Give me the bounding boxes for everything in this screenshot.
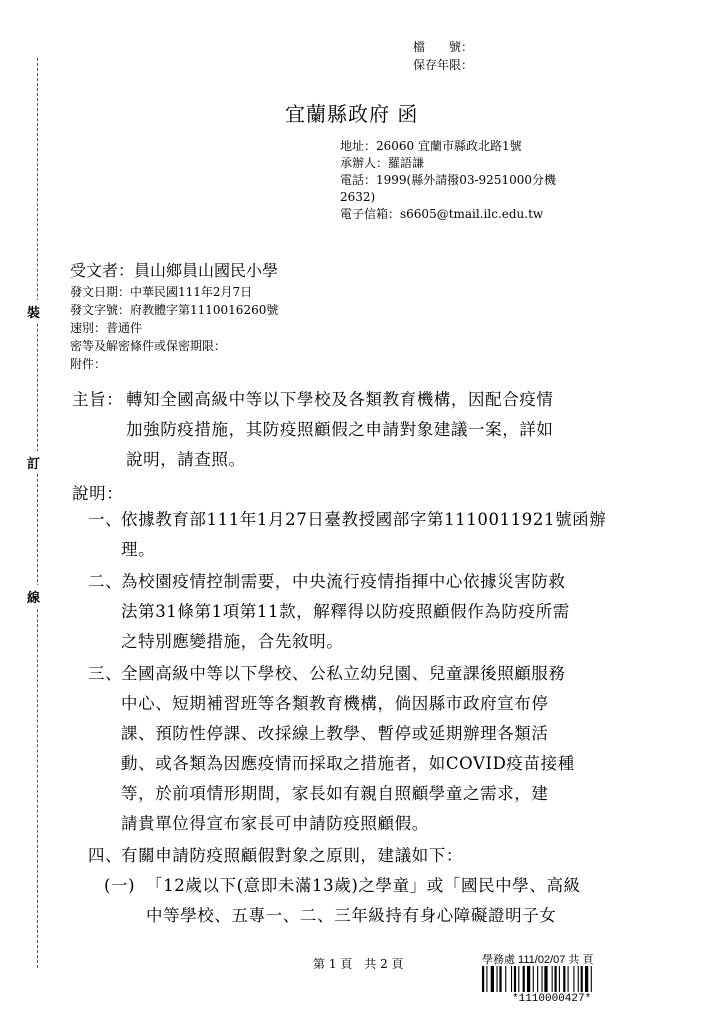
attachment-label: 附件： [70,357,107,371]
item-line: 課、預防性停課、改採線上教學、暫停或延期辦理各類活 [121,724,549,743]
item-line: 中心、短期補習班等各類教育機構，倘因縣市政府宣布停 [121,694,549,713]
item-line: 依據教育部111年1月27日臺教授國部字第1110011921號函辦 [121,510,607,529]
subject-label: 主旨： [72,390,124,409]
secrecy-level: 密等及解密條件或保密期限： [70,339,227,353]
binding-mark-ding: 訂 [27,451,40,474]
item-line: 動、或各類為因應疫情而採取之措施者，如COVID疫苗接種 [121,754,575,773]
document-number: 發文字號：府教體字第1110016260號 [70,303,279,317]
sub-item-line: 「12歲以下(意即未滿13歲)之學童」或「國民中學、高級 [146,876,581,895]
item-line: 請貴單位得宣布家長可申請防疫照顧假。 [121,814,429,833]
subject-line: 轉知全國高級中等以下學校及各類教育機構，因配合疫情 [126,390,554,409]
barcode [482,966,628,992]
retention-label: 保存年限： [413,58,474,72]
contact-handler: 承辦人：羅語謙 [340,156,425,170]
contact-phone: 電話：1999(縣外請撥03-9251000分機 [340,173,556,187]
file-number-label: 檔 號： [413,40,474,54]
explanation-label: 說明： [72,484,124,503]
document-title: 宜蘭縣政府 函 [285,102,419,126]
contact-phone-ext: 2632) [340,190,376,204]
item-line: 等，於前項情形期間，家長如有親自照顧學童之需求，建 [121,784,549,803]
item-line: 法第31條第1項第11款，解釋得以防疫照顧假作為防疫所需 [121,602,570,621]
page-number: 第 1 頁 共 2 頁 [313,957,404,971]
item-number: 三、 [88,664,123,683]
recipient: 受文者：員山鄉員山國民小學 [70,261,279,280]
item-line: 全國高級中等以下學校、公私立幼兒園、兒童課後照顧服務 [121,664,566,683]
barcode-text: *1110000427* [512,993,592,1005]
item-line: 為校園疫情控制需要，中央流行疫情指揮中心依據災害防救 [121,572,566,591]
contact-email: 電子信箱：s6605@tmail.ilc.edu.tw [340,207,544,221]
item-number: 四、 [88,846,123,865]
binding-mark-xian: 線 [27,585,40,608]
item-number: 二、 [88,572,123,591]
item-line: 之特別應變措施，合先敘明。 [121,632,344,651]
binding-mark-zhuang: 裝 [27,300,40,323]
speed-class: 速別：普通件 [70,321,143,335]
office-stamp: 學務處 111/02/07 共 頁 [482,954,594,966]
subject-line: 說明，請查照。 [126,450,246,469]
item-line: 理。 [121,540,156,559]
subject-line: 加強防疫措施，其防疫照顧假之申請對象建議一案，詳如 [126,420,554,439]
issue-date: 發文日期：中華民國111年2月7日 [70,285,253,299]
item-line: 有關申請防疫照顧假對象之原則，建議如下： [121,846,463,865]
sub-item-number: (一) [104,876,136,895]
sub-item-line: 中等學校、五專一、二、三年級持有身心障礙證明子女 [146,906,557,925]
item-number: 一、 [88,510,123,529]
contact-address: 地址：26060 宜蘭市縣政北路1號 [340,139,522,153]
binding-line [37,58,38,968]
